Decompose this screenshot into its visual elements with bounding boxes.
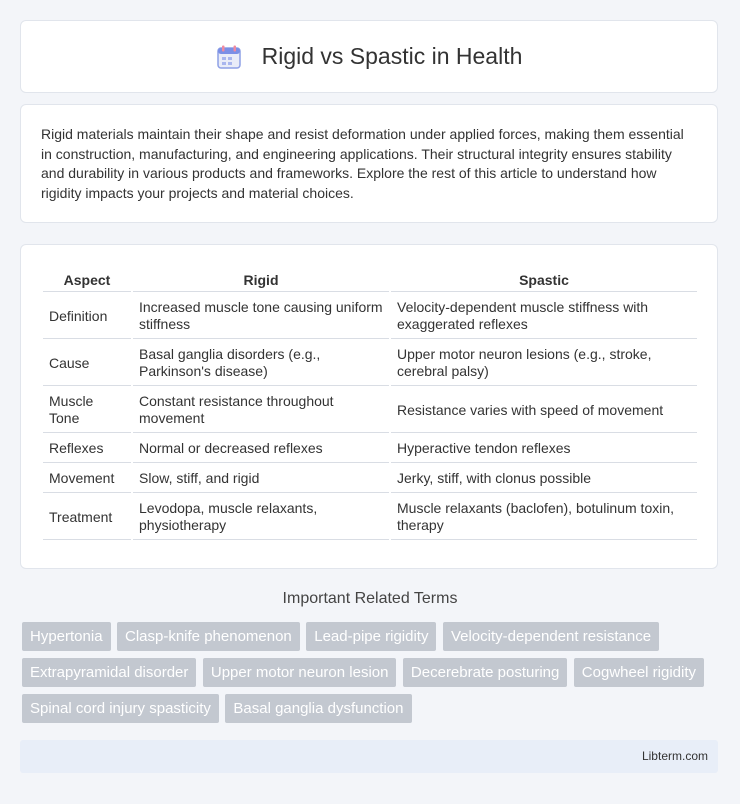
cell-rigid: Slow, stiff, and rigid: [133, 465, 389, 493]
cell-rigid: Constant resistance throughout movement: [133, 388, 389, 433]
footer: [20, 740, 718, 773]
table-row: [43, 495, 697, 540]
cell-spastic: Resistance varies with speed of movement: [391, 388, 697, 433]
tag-decerebrate-posturing[interactable]: Decerebrate posturing: [403, 658, 567, 687]
intro-card: [20, 104, 718, 223]
footer-brand-link[interactable]: Libterm.com: [641, 749, 708, 763]
header-spastic: Spastic: [391, 267, 697, 292]
cell-aspect: Reflexes: [43, 435, 131, 463]
cell-aspect: Muscle Tone: [43, 388, 131, 433]
cell-spastic: Upper motor neuron lesions (e.g., stroke, cerebral palsy): [391, 341, 697, 386]
table-row: [43, 294, 697, 339]
cell-spastic: Jerky, stiff, with clonus possible: [391, 465, 697, 493]
comparison-card: [20, 244, 718, 569]
comparison-table: [41, 265, 699, 542]
cell-aspect: Cause: [43, 341, 131, 386]
calendar-icon: [216, 44, 242, 70]
title-card: [20, 20, 718, 93]
tag-spinal-cord-injury-spasticity[interactable]: Spinal cord injury spasticity: [22, 694, 219, 723]
tag-clasp-knife-phenomenon[interactable]: Clasp-knife phenomenon: [117, 622, 300, 651]
tag-extrapyramidal-disorder[interactable]: Extrapyramidal disorder: [22, 658, 196, 687]
page-title-row: [216, 43, 523, 70]
cell-spastic: Velocity-dependent muscle stiffness with exaggerated reflexes: [391, 294, 697, 339]
tag-cogwheel-rigidity[interactable]: Cogwheel rigidity: [574, 658, 704, 687]
intro-paragraph: Rigid materials maintain their shape and resist deformation under applied forces, making them essential in construction, manufacturing, and engineering applications. Their structural integrity ensures stability and durability in various products and frameworks. Explore the rest of this article to understand how rigidity impacts your projects and material choices.: [41, 126, 684, 201]
tag-basal-ganglia-dysfunction[interactable]: Basal ganglia dysfunction: [225, 694, 411, 723]
related-terms-title: Important Related Terms: [282, 590, 458, 607]
cell-spastic: Hyperactive tendon reflexes: [391, 435, 697, 463]
cell-rigid: Levodopa, muscle relaxants, physiotherapy: [133, 495, 389, 540]
tag-upper-motor-neuron-lesion[interactable]: Upper motor neuron lesion: [203, 658, 397, 687]
cell-aspect: Definition: [43, 294, 131, 339]
tag-lead-pipe-rigidity[interactable]: Lead-pipe rigidity: [306, 622, 436, 651]
cell-aspect: Movement: [43, 465, 131, 493]
cell-aspect: Treatment: [43, 495, 131, 540]
table-row: [43, 435, 697, 463]
cell-rigid: Normal or decreased reflexes: [133, 435, 389, 463]
table-row: [43, 341, 697, 386]
page-title: Rigid vs Spastic in Health: [261, 43, 523, 69]
related-terms-list: [22, 622, 722, 730]
table-header-row: [43, 267, 697, 292]
tag-velocity-dependent-resistance[interactable]: Velocity-dependent resistance: [443, 622, 659, 651]
cell-rigid: Basal ganglia disorders (e.g., Parkinson's disease): [133, 341, 389, 386]
header-rigid: Rigid: [133, 267, 389, 292]
tag-hypertonia[interactable]: Hypertonia: [22, 622, 111, 651]
header-aspect: Aspect: [43, 267, 131, 292]
table-row: [43, 388, 697, 433]
cell-spastic: Muscle relaxants (baclofen), botulinum toxin, therapy: [391, 495, 697, 540]
table-row: [43, 465, 697, 493]
cell-rigid: Increased muscle tone causing uniform stiffness: [133, 294, 389, 339]
